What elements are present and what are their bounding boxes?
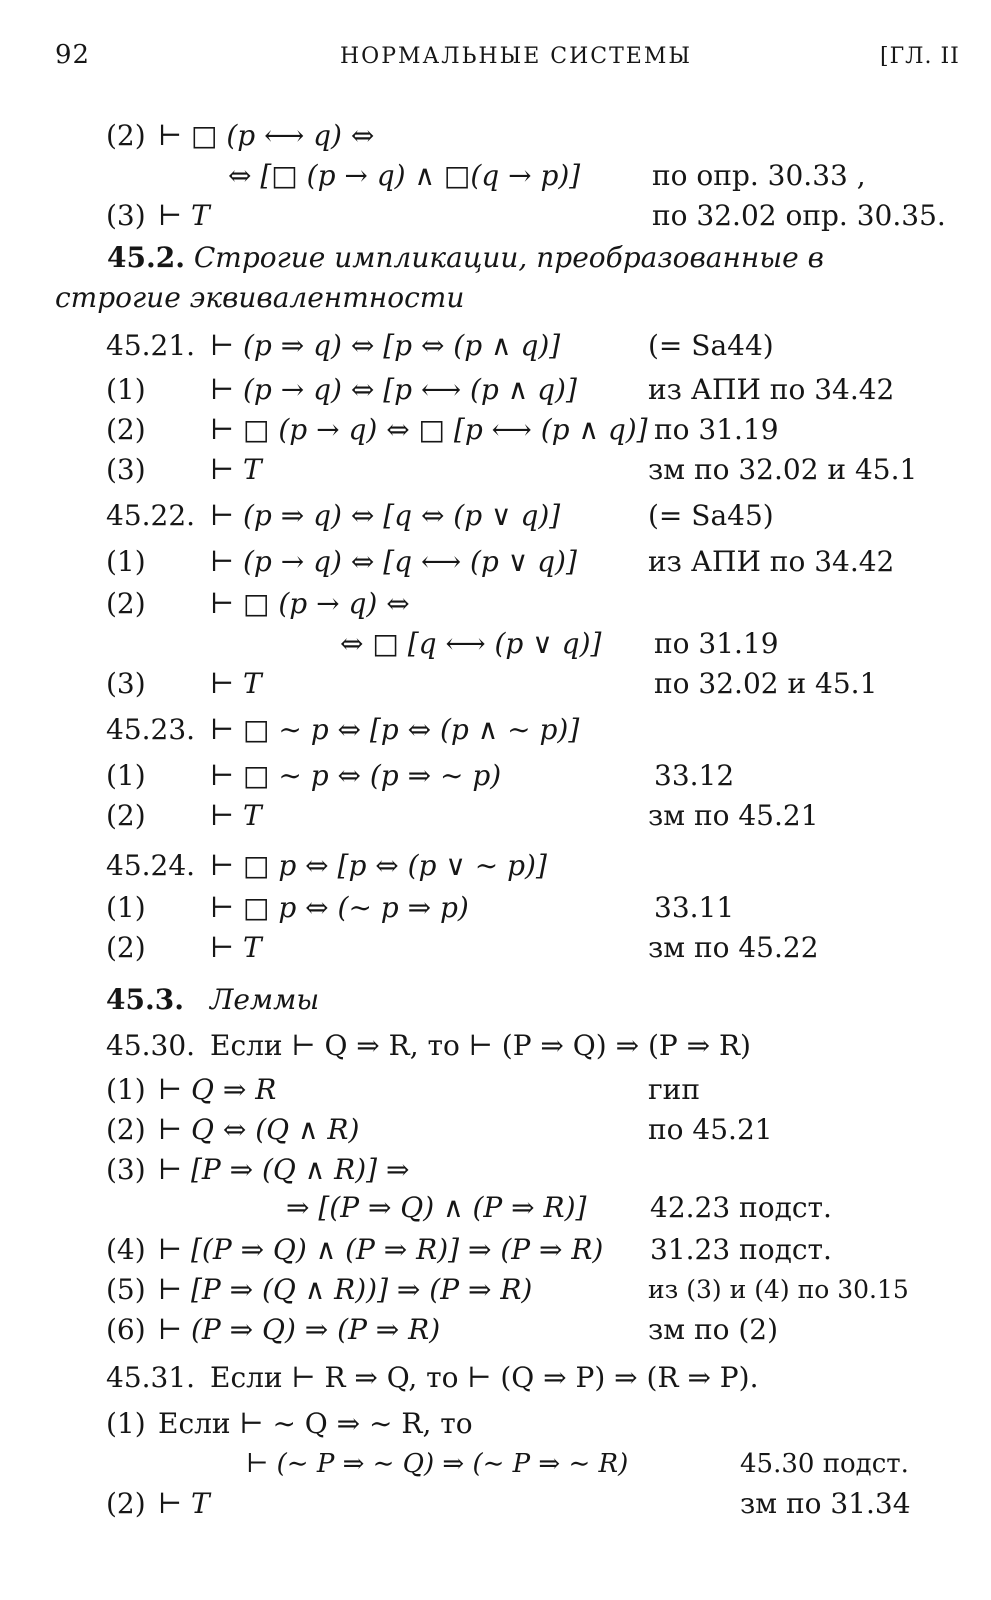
proof-line: (2) ⊢ □ (p → q) ⇔: [106, 587, 410, 620]
proof-line: (6) ⊢ (P ⇒ Q) ⇒ (P ⇒ R) зм по (2): [106, 1313, 779, 1346]
proof-line: (1) ⊢ (p → q) ⇔ [q ⟷ (p ∨ q)] из АПИ по 34.42: [106, 545, 895, 578]
proof-line: (1) ⊢ □ ∼ p ⇔ (p ⇒ ∼ p) 33.12: [106, 759, 735, 792]
proof-line: (2) ⊢ □ (p → q) ⇔ □ [p ⟷ (p ∧ q)] по 31.19: [106, 413, 779, 446]
theorem-45-24: 45.24. ⊢ □ p ⇔ [p ⇔ (p ∨ ∼ p)]: [106, 849, 547, 882]
page-number: 92: [55, 40, 91, 70]
proof-line: (2) ⊢ T зм по 31.34: [106, 1487, 911, 1520]
theorem-45-23: 45.23. ⊢ □ ∼ p ⇔ [p ⇔ (p ∧ ∼ p)]: [106, 713, 580, 746]
theorem-45-30: 45.30. Если ⊢ Q ⇒ R, то ⊢ (P ⇒ Q) ⇒ (P ⇒ R): [106, 1029, 751, 1062]
proof-line: ⊢ (∼ P ⇒ ∼ Q) ⇒ (∼ P ⇒ ∼ R) 45.30 подст.: [246, 1449, 909, 1479]
proof-line: (3) ⊢ T по 32.02 и 45.1: [106, 667, 878, 700]
section-heading-45-2: 45.2. Строгие импликации, преобразованные в строгие эквивалентности: [55, 241, 824, 314]
proof-line: (1) ⊢ Q ⇒ R гип: [106, 1073, 700, 1106]
theorem-45-21: 45.21. ⊢ (p ⇒ q) ⇔ [p ⇔ (p ∧ q)] (= Sa44): [106, 329, 774, 362]
theorem-45-22: 45.22. ⊢ (p ⇒ q) ⇔ [q ⇔ (p ∨ q)] (= Sa45): [106, 499, 774, 532]
running-title: НОРМАЛЬНЫЕ СИСТЕМЫ: [340, 44, 693, 69]
proof-line: (2) ⊢ □ (p ⟷ q) ⇔: [106, 119, 375, 152]
proof-line: (2) ⊢ T зм по 45.21: [106, 799, 819, 832]
proof-line: ⇔ □ [q ⟷ (p ∨ q)] по 31.19: [340, 627, 779, 660]
section-heading-45-3: 45.3. Леммы: [106, 983, 320, 1016]
proof-line: ⇒ [(P ⇒ Q) ∧ (P ⇒ R)] 42.23 подст.: [286, 1191, 832, 1224]
proof-line: (4) ⊢ [(P ⇒ Q) ∧ (P ⇒ R)] ⇒ (P ⇒ R) 31.23 подст.: [106, 1233, 832, 1266]
proof-line: (5) ⊢ [P ⇒ (Q ∧ R))] ⇒ (P ⇒ R) из (3) и (4) по 30.15: [106, 1273, 909, 1306]
chapter-marker: [ГЛ. II: [880, 44, 960, 69]
proof-line: (1) Если ⊢ ∼ Q ⇒ ∼ R, то: [106, 1407, 473, 1440]
proof-line: (2) ⊢ T зм по 45.22: [106, 931, 819, 964]
proof-line: (1) ⊢ (p → q) ⇔ [p ⟷ (p ∧ q)] из АПИ по 34.42: [106, 373, 895, 406]
proof-line: (1) ⊢ □ p ⇔ (∼ p ⇒ p) 33.11: [106, 891, 735, 924]
proof-line: ⇔ [□ (p → q) ∧ □(q → p)] по опр. 30.33 ,: [228, 159, 866, 192]
proof-line: (2) ⊢ Q ⇔ (Q ∧ R) по 45.21: [106, 1113, 773, 1146]
proof-line: (3) ⊢ T зм по 32.02 и 45.1: [106, 453, 918, 486]
theorem-45-31: 45.31. Если ⊢ R ⇒ Q, то ⊢ (Q ⇒ P) ⇒ (R ⇒ P).: [106, 1361, 759, 1394]
proof-line: (3) ⊢ T по 32.02 опр. 30.35.: [106, 199, 946, 232]
proof-line: (3) ⊢ [P ⇒ (Q ∧ R)] ⇒: [106, 1153, 410, 1186]
